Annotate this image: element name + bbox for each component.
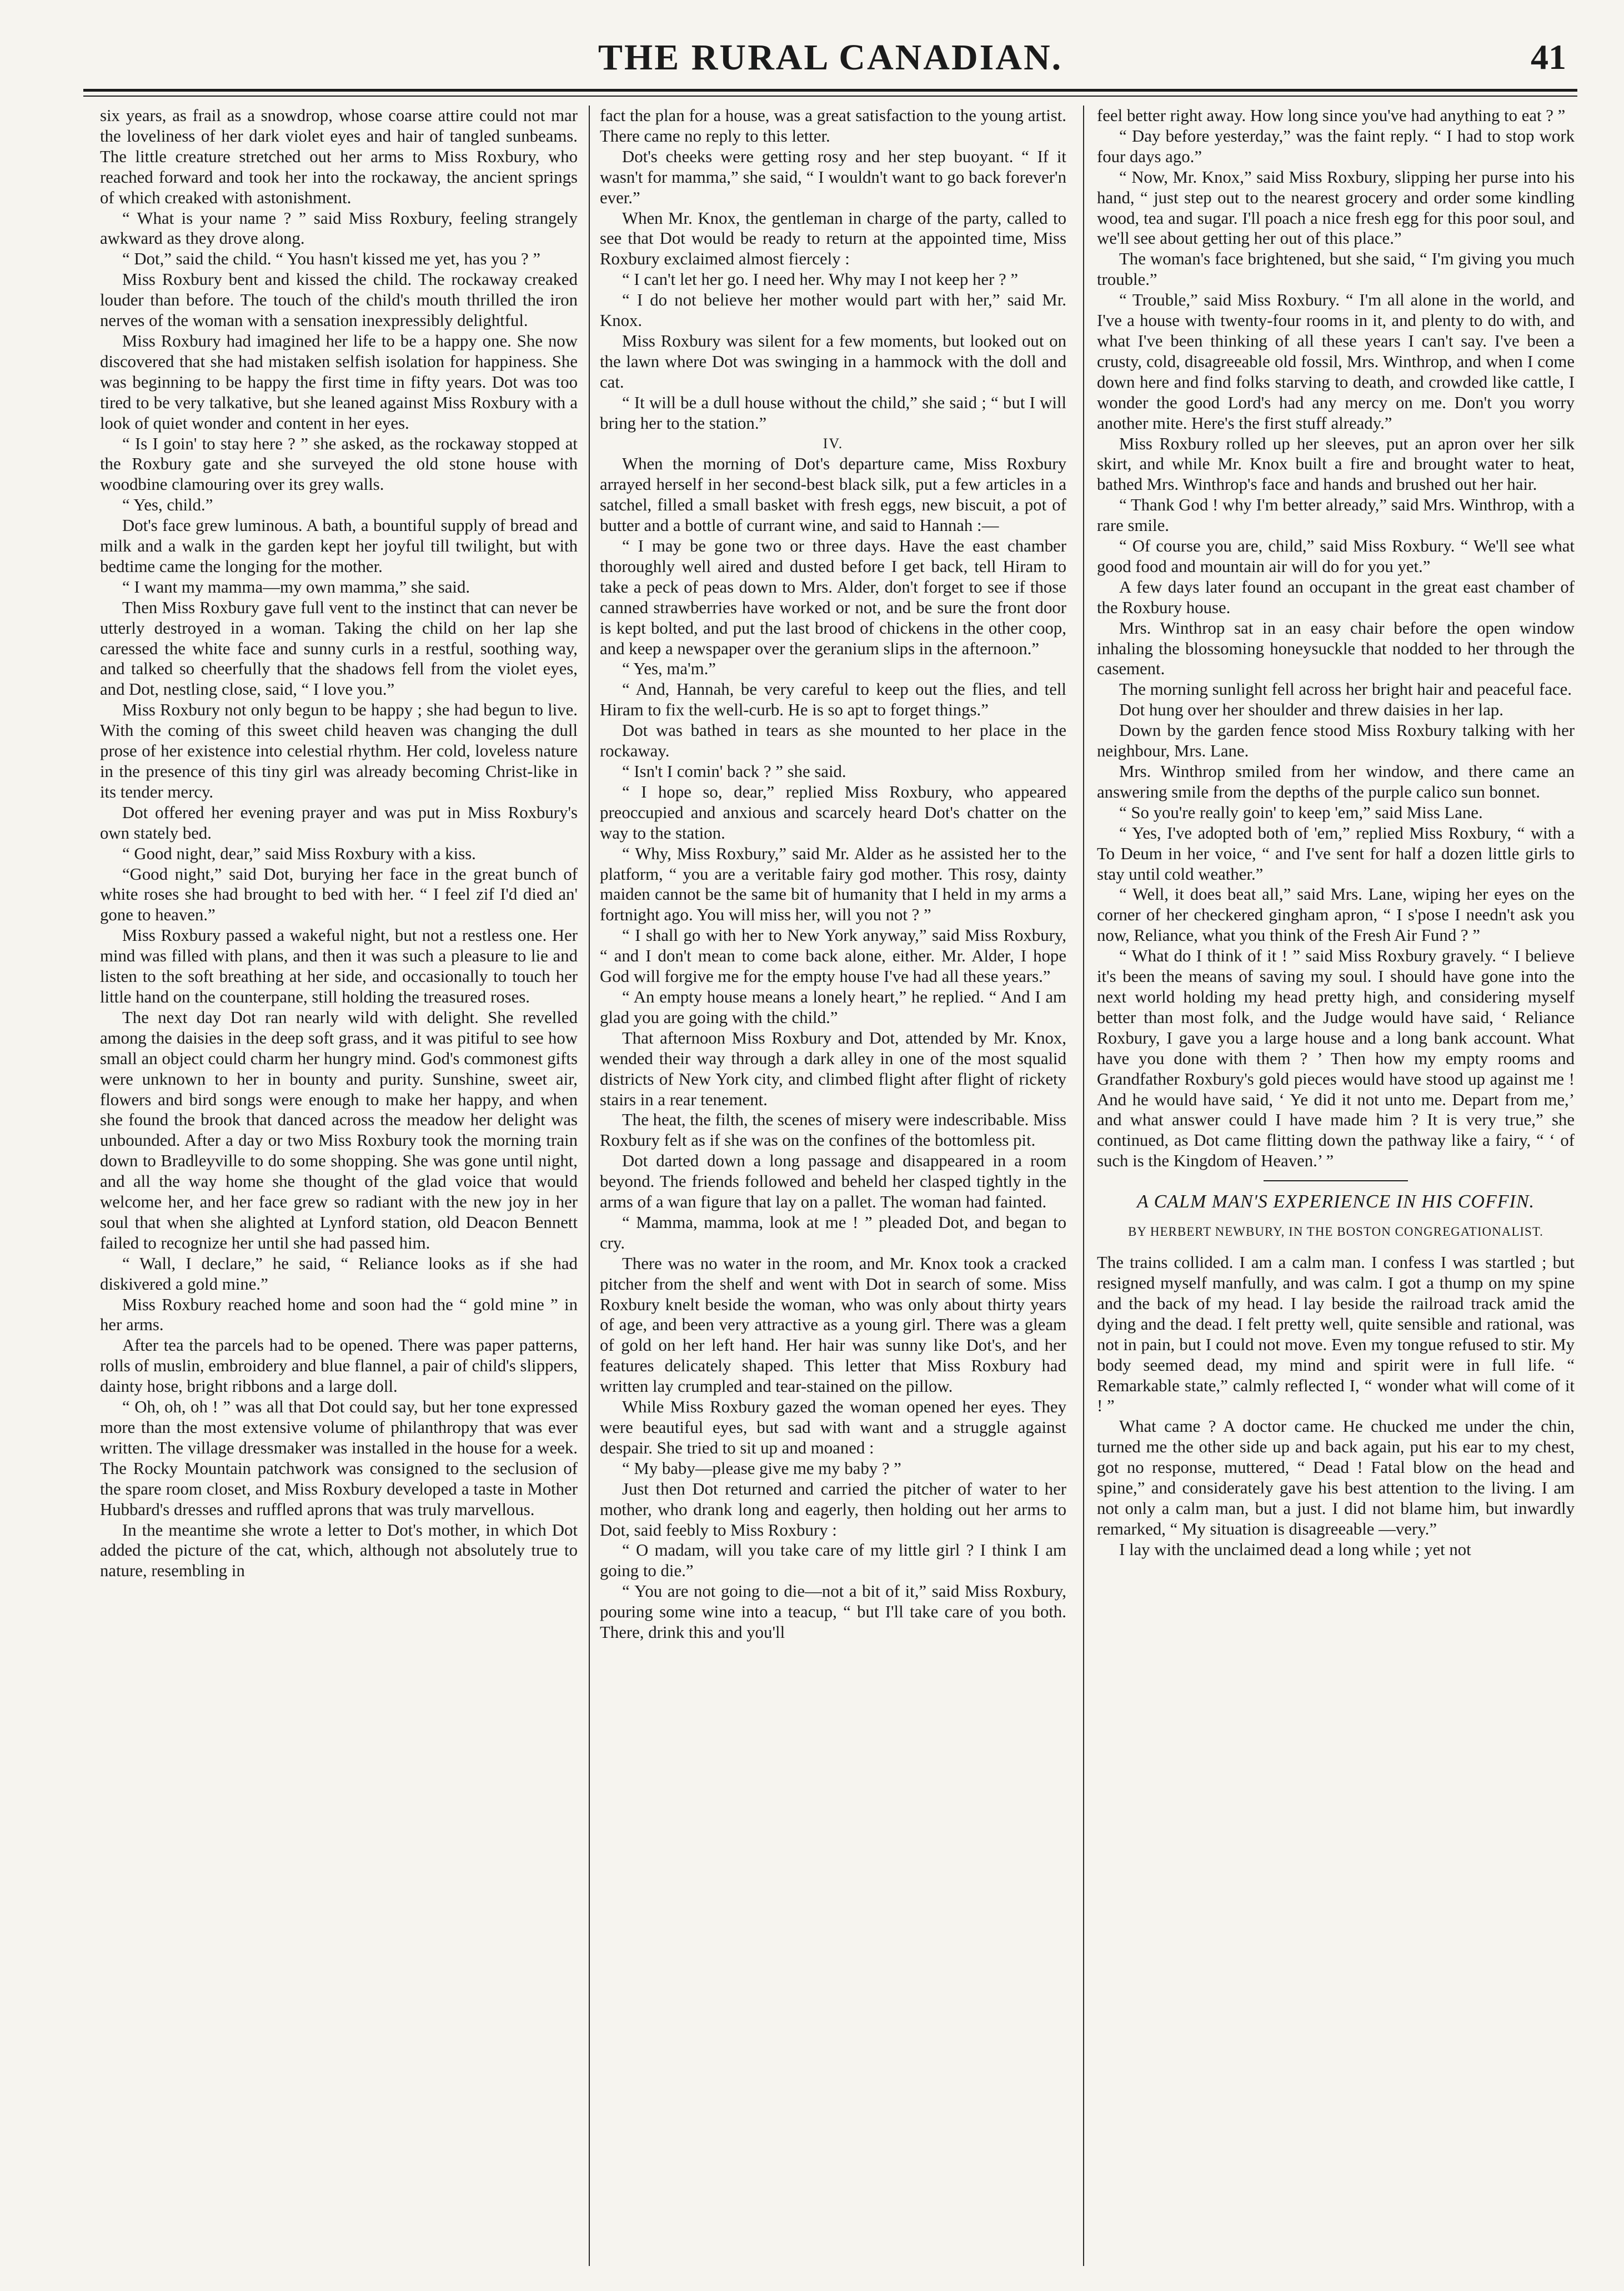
masthead xyxy=(83,22,1577,83)
paragraph: “ I can't let her go. I need her. Why may I not keep her ? ” xyxy=(622,270,1019,289)
paragraph: “ Isn't I comin' back ? ” she said. xyxy=(622,762,846,781)
paragraph: Dot hung over her shoulder and threw daisies in her lap. xyxy=(1119,700,1503,720)
paragraph: Miss Roxbury had imagined her life to be a happy one. She now discovered that she had mistaken selfish isolation for happiness. She was beginning to be happy the first time in fifty years. Dot was too tired to be very talkative, but she leaned against Miss Roxbury with a look of quiet wonder and content in her eyes. xyxy=(100,331,578,433)
paragraph: The heat, the filth, the scenes of misery were indescribable. Miss Roxbury felt as if she was on the confines of the bottomless pit. xyxy=(600,1110,1066,1150)
paragraph: “ You are not going to die—not a bit of it,” said Miss Roxbury, pouring some wine into a teacup, “ but I'll take care of you both. There, drink this and you'll xyxy=(600,1582,1066,1642)
paragraph: “Good night,” said Dot, burying her face in the great bunch of white roses she had brought to bed with her. “ I feel zif I'd died an' gone to heaven.” xyxy=(100,864,578,925)
paragraph: That afternoon Miss Roxbury and Dot, attended by Mr. Knox, wended their way through a dark alley in one of the most squalid districts of New York city, and climbed flight after flight of rickety stairs in a rear tenement. xyxy=(600,1028,1066,1109)
paragraph: six years, as frail as a snowdrop, whose coarse attire could not mar the loveliness of her dark violet eyes and hair of tangled sunbeams. The little creature stretched out her arms to Miss Roxbury, who reached forward and took her into the rockaway, the ancient springs of which creaked with astonishment. xyxy=(100,106,578,207)
paragraph: “ I may be gone two or three days. Have the east chamber thoroughly well aired and dusted before I get back, tell Hiram to take a peck of peas down to Mrs. Alder, don't forget to see if those canned strawberries have worked or not, and be sure the front door is kept bolted, and put the last brood of chickens in the other coop, and keep a newspaper over the geranium slips in the afternoon.” xyxy=(600,537,1066,658)
paragraph: While Miss Roxbury gazed the woman opened her eyes. They were beautiful eyes, but sad with want and a struggle against despair. She tried to sit up and moaned : xyxy=(600,1397,1066,1457)
paragraph: Miss Roxbury not only begun to be happy ; she had begun to live. With the coming of this sweet child heaven was changing the dull prose of her existence into celestial rhythm. Her cold, loveless nature in the presence of this tiny girl was already becoming Christ-like in its tender mercy. xyxy=(100,700,578,801)
paragraph: Miss Roxbury passed a wakeful night, but not a restless one. Her mind was filled with plans, and then it was such a pleasure to lie and listen to the soft breathing at her side, and occasionally to touch her little hand on the counterpane, still holding the treasured roses. xyxy=(100,926,578,1006)
paragraph: I lay with the unclaimed dead a long while ; yet not xyxy=(1119,1540,1471,1559)
paragraph: “ Of course you are, child,” said Miss Roxbury. “ We'll see what good food and mountain air will do for you yet.” xyxy=(1097,537,1575,576)
header-rule xyxy=(83,89,1577,92)
paragraph: “ Well, it does beat all,” said Mrs. Lane, wiping her eyes on the corner of her checkered gingham apron, “ I s'pose I needn't ask you now, Reliance, what you think of the Fresh Air Fund ? ” xyxy=(1097,885,1575,945)
paragraph: Miss Roxbury reached home and soon had the “ gold mine ” in her arms. xyxy=(100,1295,578,1335)
page-title: THE RURAL CANADIAN. xyxy=(598,37,1063,78)
paragraph: “ I do not believe her mother would part with her,” said Mr. Knox. xyxy=(600,290,1066,330)
paragraph: “ Day before yesterday,” was the faint reply. “ I had to stop work four days ago.” xyxy=(1097,126,1575,166)
column-divider xyxy=(589,106,590,2266)
section-number: IV. xyxy=(823,435,844,452)
column-divider xyxy=(1083,106,1084,2266)
column-2 xyxy=(600,106,1066,2266)
page-number: 41 xyxy=(1531,37,1566,77)
paragraph: “ Yes, child.” xyxy=(122,495,213,515)
paragraph: Dot's face grew luminous. A bath, a bountiful supply of bread and milk and a walk in the garden kept her joyful till twilight, but with bedtime came the longing for the mother. xyxy=(100,516,578,576)
paragraph: “ Is I goin' to stay here ? ” she asked, as the rockaway stopped at the Roxbury gate and she surveyed the old stone house with woodbine clamouring over its grey walls. xyxy=(100,434,578,494)
paragraph: “ Good night, dear,” said Miss Roxbury with a kiss. xyxy=(122,844,476,863)
paragraph: The next day Dot ran nearly wild with delight. She revelled among the daisies in the deep soft grass, and it was pitiful to see how small an object could charm her hungry mind. God's commonest gifts were unknown to her in bounty and purity. Sunshine, sweet air, flowers and bird songs were enough to make her happy, and when she found the brook that danced across the meadow her delight was unbounded. After a day or two Miss Roxbury took the morning train down to Bradleyville to do some shopping. She was gone until night, and all the way home she thought of the glad voice that would welcome her, and her face grew so radiant with the new joy in her soul that when she alighted at Lynford station, old Deacon Bennett failed to recognize her until she had passed him. xyxy=(100,1007,578,1252)
header-rule-thin xyxy=(83,96,1577,97)
paragraph: When Mr. Knox, the gentleman in charge of the party, called to see that Dot would be ready to return at the appointed time, Miss Roxbury exclaimed almost fiercely : xyxy=(600,208,1066,269)
article-title: A CALM MAN'S EXPERIENCE IN HIS COFFIN. xyxy=(1136,1191,1535,1212)
paragraph: “ Now, Mr. Knox,” said Miss Roxbury, slipping her purse into his hand, “ just step out to the nearest grocery and order some kindling wood, tea and sugar. I'll poach a nice fresh egg for this poor soul, and we'll see about getting her out of this place.” xyxy=(1097,167,1575,248)
paragraph: Just then Dot returned and carried the pitcher of water to her mother, who drank long and eagerly, then holding out her arms to Dot, said feebly to Miss Roxbury : xyxy=(600,1479,1066,1540)
paragraph: “ Yes, ma'm.” xyxy=(622,659,716,679)
paragraph: “ Thank God ! why I'm better already,” said Mrs. Winthrop, with a rare smile. xyxy=(1097,495,1575,535)
paragraph: “ So you're really goin' to keep 'em,” said Miss Lane. xyxy=(1119,803,1483,822)
article-byline: BY HERBERT NEWBURY, IN THE BOSTON CONGREGATIONALIST. xyxy=(1128,1225,1543,1239)
paragraph: “ What do I think of it ! ” said Miss Roxbury gravely. “ I believe it's been the means of saving my soul. I should have gone into the next world holding my head pretty high, and considering myself better than most folk, and the Judge would have said, ‘ Reliance Roxbury, I gave you a large house and a long bank account. What have you done with them ? ’ Then how my empty rooms and Grandfather Roxbury's gold pieces would have stood up against me ! And he would have said, ‘ Ye did it not unto me. Depart from me,’ and what answer could I have made him ? It is very true,” she continued, as Dot came flitting down the pathway like a fairy, “ ‘ of such is the Kingdom of Heaven.’ ” xyxy=(1097,946,1575,1171)
paragraph: Mrs. Winthrop sat in an easy chair before the open window inhaling the blossoming honeysuckle that nodded to her through the casement. xyxy=(1097,618,1575,679)
column-3 xyxy=(1097,106,1575,2266)
paragraph: Dot darted down a long passage and disappeared in a room beyond. The friends followed and beheld her clasped tightly in the arms of a wan figure that lay on a pallet. The woman had fainted. xyxy=(600,1151,1066,1212)
paragraph: “ Mamma, mamma, look at me ! ” pleaded Dot, and began to cry. xyxy=(600,1212,1066,1252)
paragraph: “ Why, Miss Roxbury,” said Mr. Alder as he assisted her to the platform, “ you are a veritable fairy god mother. This rosy, dainty maiden cannot be the same bit of humanity that I held in my arms a fortnight ago. You will miss her, will you not ? ” xyxy=(600,844,1066,925)
paragraph: “ My baby—please give me my baby ? ” xyxy=(622,1458,901,1478)
paragraph: Mrs. Winthrop smiled from her window, and there came an answering smile from the depths of the purple calico sun bonnet. xyxy=(1097,762,1575,801)
paragraph: “ I hope so, dear,” replied Miss Roxbury, who appeared preoccupied and anxious and scarcely heard Dot's chatter on the way to the station. xyxy=(600,782,1066,843)
paragraph: Dot was bathed in tears as she mounted to her place in the rockaway. xyxy=(600,721,1066,761)
paragraph: In the meantime she wrote a letter to Dot's mother, in which Dot added the picture of the cat, which, although not absolutely true to nature, resembling in xyxy=(100,1520,578,1581)
article-body xyxy=(1097,1252,1575,1560)
paragraph: A few days later found an occupant in the great east chamber of the Roxbury house. xyxy=(1097,577,1575,617)
story-continuation xyxy=(1097,106,1575,1171)
paragraph: “ And, Hannah, be very careful to keep out the flies, and tell Hiram to fix the well-curb. He is so apt to forget things.” xyxy=(600,680,1066,720)
paragraph: “ Yes, I've adopted both of 'em,” replied Miss Roxbury, “ with a To Deum in her voice, “ and I've sent for half a dozen little girls to stay until cold weather.” xyxy=(1097,823,1575,884)
paragraph: Miss Roxbury rolled up her sleeves, put an apron over her silk skirt, and while Mr. Knox built a fire and brought water to heat, bathed Mrs. Winthrop's face and hands and brushed out her hair. xyxy=(1097,434,1575,494)
paragraph: Dot's cheeks were getting rosy and her step buoyant. “ If it wasn't for mamma,” she said, “ I wouldn't want to go back forever'n ever.” xyxy=(600,147,1066,207)
paragraph: “ An empty house means a lonely heart,” he replied. “ And I am glad you are going with the child.” xyxy=(600,987,1066,1027)
paragraph: Then Miss Roxbury gave full vent to the instinct that can never be utterly destroyed in a woman. Taking the child on her lap she caressed the white face and sunny curls in a restful, soothing way, and talked so cheerfully that the shadows fell from the violet eyes, and Dot, nestling close, said, “ I love you.” xyxy=(100,598,578,699)
paragraph: The woman's face brightened, but she said, “ I'm giving you much trouble.” xyxy=(1097,249,1575,289)
paragraph: fact the plan for a house, was a great satisfaction to the young artist. There came no reply to this letter. xyxy=(600,106,1066,146)
paragraph: feel better right away. How long since you've had anything to eat ? ” xyxy=(1097,106,1566,125)
paragraph: “ Trouble,” said Miss Roxbury. “ I'm all alone in the world, and I've a house with twenty-four rooms in it, and plenty to do with, and what I've been thinking of all these years I can't say. I've been a crusty, cold, disagreeable old fossil, Mrs. Winthrop, and when I come down here and find folks starving to death, and crowded like cattle, I wonder the good Lord's had any mercy on me. Don't you worry another mite. Here's the first stuff already.” xyxy=(1097,290,1575,433)
paragraph: “ I shall go with her to New York anyway,” said Miss Roxbury, “ and I don't mean to come back alone, either. Mr. Alder, I hope God will forgive me for the empty house I've had all these years.” xyxy=(600,926,1066,986)
paragraph: Miss Roxbury bent and kissed the child. The rockaway creaked louder than before. The touch of the child's mouth thrilled the iron nerves of the woman with a sensation inexpressibly delightful. xyxy=(100,270,578,330)
paragraph: “ Oh, oh, oh ! ” was all that Dot could say, but her tone expressed more than the most extensive volume of philanthropy that was ever written. The village dressmaker was installed in the house for a week. The Rocky Mountain patchwork was consigned to the seclusion of the spare room closet, and Miss Roxbury developed a taste in Mother Hubbard's dresses and ruffled aprons that was truly marvellous. xyxy=(100,1397,578,1519)
paragraph: “ O madam, will you take care of my little girl ? I think I am going to die.” xyxy=(600,1541,1066,1581)
paragraph: There was no water in the room, and Mr. Knox took a cracked pitcher from the shelf and went with Dot in search of some. Miss Roxbury knelt beside the woman, who was only about thirty years of age, and been very attractive as a young girl. There was a gleam of gold on her left hand. Her hair was sunny like Dot's, and her features delicately shaped. This letter that Miss Roxbury had written lay crumpled and tear-stained on the pillow. xyxy=(600,1254,1066,1396)
column-1 xyxy=(100,106,578,2266)
paragraph: When the morning of Dot's departure came, Miss Roxbury arrayed herself in her second-best black silk, put a few articles in a satchel, filled a small basket with fresh eggs, new biscuit, a pot of butter and a bottle of currant wine, and said to Hannah :— xyxy=(600,454,1066,535)
paragraph: “ I want my mamma—my own mamma,” she said. xyxy=(122,577,470,596)
paragraph: “ It will be a dull house without the child,” she said ; “ but I will bring her to the station.” xyxy=(600,393,1066,433)
article-separator xyxy=(1264,1180,1408,1181)
paragraph: Down by the garden fence stood Miss Roxbury talking with her neighbour, Mrs. Lane. xyxy=(1097,721,1575,761)
paragraph: “ Wall, I declare,” he said, “ Reliance looks as if she had diskivered a gold mine.” xyxy=(100,1254,578,1294)
paragraph: Miss Roxbury was silent for a few moments, but looked out on the lawn where Dot was swinging in a hammock with the doll and cat. xyxy=(600,331,1066,392)
paragraph: What came ? A doctor came. He chucked me under the chin, turned me the other side up and back again, put his ear to my chest, got no response, muttered, “ Dead ! Fatal blow on the head and spine,” and considerately gave his best attention to the living. I am not only a calm man, but a just. I did not blame him, but inwardly remarked, “ My situation is disagreeable —very.” xyxy=(1097,1417,1575,1538)
paragraph: “ Dot,” said the child. “ You hasn't kissed me yet, has you ? ” xyxy=(122,249,541,269)
paragraph: The trains collided. I am a calm man. I confess I was startled ; but resigned myself manfully, and was calm. I got a thump on my spine and the back of my head. I lay beside the railroad track amid the dying and the dead. I felt pretty well, quite sensible and rational, was not in pain, but I could not move. Even my tongue refused to stir. My body seemed dead, my mind and spirit were in full life. “ Remarkable state,” calmly reflected I, “ wonder what will come of it ! ” xyxy=(1097,1253,1575,1416)
paragraph: The morning sunlight fell across her bright hair and peaceful face. xyxy=(1119,680,1572,699)
paragraph: Dot offered her evening prayer and was put in Miss Roxbury's own stately bed. xyxy=(100,803,578,843)
paragraph: After tea the parcels had to be opened. There was paper patterns, rolls of muslin, embroidery and blue flannel, a pair of child's slippers, dainty hose, bright ribbons and a large doll. xyxy=(100,1336,578,1396)
paragraph: “ What is your name ? ” said Miss Roxbury, feeling strangely awkward as they drove along. xyxy=(100,208,578,248)
